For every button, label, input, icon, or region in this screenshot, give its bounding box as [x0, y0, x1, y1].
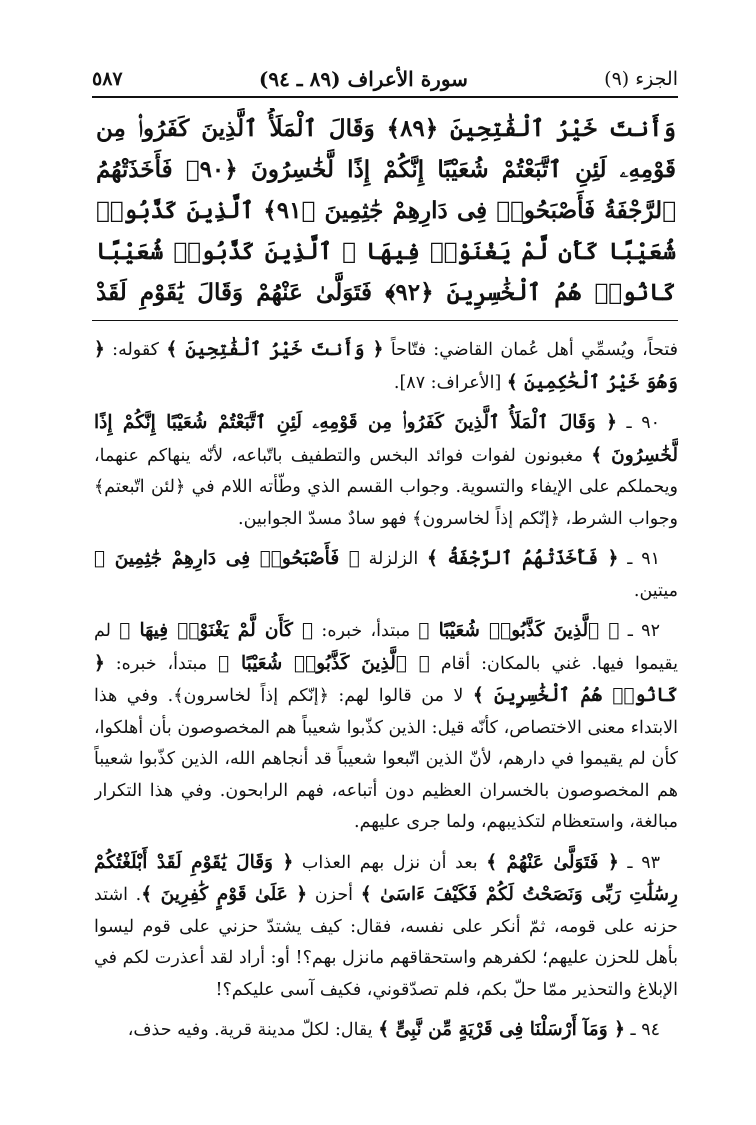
commentary-paragraph-90: ٩٠ ـ ﴿ وَقَالَ ٱلْمَلَأُ ٱلَّذِينَ كَفَرُوا۟ مِن قَوْمِهِۦ لَئِنِ ٱتَّبَعْتُمْ شُعَيْبًا إِنَّكُمْ إِذًا لَّخَٰسِرُونَ ﴾ مغبونون لفوات فوائد البخس والتطفيف باتّباعه، لأنّه ينهاكم عنهما، ويحملكم على الإيفاء والتسوية. وجواب القسم الذي وطّأته اللام في ﴿لئن اتّبعتم﴾ وجواب الشرط، ﴿إنّكم إذاً لخاسرون﴾ فهو سادٌ مسدّ الجوابين. — [94, 412, 678, 529]
header-rule — [92, 96, 678, 98]
verse-quote: ﴿ ٱلَّذِينَ كَذَّبُوا۟ شُعَيْبًا ﴾ — [218, 652, 430, 674]
verse-quote: ﴿ فَتَوَلَّىٰ عَنْهُمْ ﴾ — [486, 851, 619, 873]
part-label: الجزء (٩) — [604, 68, 678, 90]
tafsir-commentary — [94, 334, 678, 1104]
verse-quote: ﴿ فَأَخَذَتْهُمُ ٱلرَّجْفَةُ ﴾ — [427, 548, 619, 569]
verse-quote: ﴿ فَأَصْبَحُوا۟ فِى دَارِهِمْ جَٰثِمِينَ ﴾ — [94, 548, 360, 569]
verse-quote: ﴿ وَهُوَ خَيْرُ ٱلْحَٰكِمِينَ ﴾ — [94, 339, 678, 393]
verse-number: ٩٢ ـ — [619, 621, 660, 641]
verse-quote: ﴿ عَلَىٰ قَوْمٍ كَٰفِرِينَ ﴾ — [141, 884, 308, 905]
commentary-paragraph-intro: فتحاً، ويُسمِّي أهل عُمان القاضي: فتّاحاً ﴿ وَأَنتَ خَيْرُ ٱلْفَٰتِحِينَ ﴾ كقوله: ﴿ وَهُوَ خَيْرُ ٱلْحَٰكِمِينَ ﴾ [الأعراف: ٨٧]. — [94, 339, 678, 393]
verse-quote: ﴿ وَقَالَ ٱلْمَلَأُ ٱلَّذِينَ كَفَرُوا۟ مِن قَوْمِهِۦ لَئِنِ ٱتَّبَعْتُمْ شُعَيْبًا إِنَّكُمْ إِذًا لَّخَٰسِرُونَ ﴾ — [94, 412, 678, 466]
verse-number: ٩١ ـ — [618, 549, 660, 569]
commentary-paragraph-94: ٩٤ ـ ﴿ وَمَآ أَرْسَلْنَا فِى قَرْيَةٍ مِّن نَّبِىٍّ ﴾ يقال: لكلّ مدينة قرية. وفيه حذف، — [127, 1019, 660, 1040]
commentary-paragraph-91: ٩١ ـ ﴿ فَأَخَذَتْهُمُ ٱلرَّجْفَةُ ﴾ الزلزلة ﴿ فَأَصْبَحُوا۟ فِى دَارِهِمْ جَٰثِمِينَ ﴾ ميتين. — [94, 548, 678, 601]
verse-number: ٩٤ ـ — [624, 1020, 660, 1040]
commentary-paragraph-92: ٩٢ ـ ﴿ ٱلَّذِينَ كَذَّبُوا۟ شُعَيْبًا ﴾ مبتدأ، خبره: ﴿ كَأَن لَّمْ يَغْنَوْا۟ فِيهَا ﴾ لم يقيموا فيها. غني بالمكان: أقام ﴿ ٱلَّذِينَ كَذَّبُوا۟ شُعَيْبًا ﴾ مبتدأ، خبره: ﴿ كَانُوا۟ هُمُ ٱلْخَٰسِرِينَ ﴾ لا من قالوا لهم: ﴿إنّكم إذاً لخاسرون﴾. وفي هذا الابتداء معنى الاختصاص، كأنّه قيل: الذين كذّبوا شعيباً هم المخصوصون بأن أهلكوا، كأن لم يقيموا في دارهم، لأنّ الذين اتّبعوا شعيباً قد أنجاهم الله، الذين كذّبوا شعيباً هم المخصوصون بالخسران العظيم دون أتباعه، فهم الرابحون. وفي هذا التكرار مبالغة، واستعظام لتكذيبهم، ولما جرى عليهم. — [94, 620, 678, 832]
surah-title: سورة الأعراف (٨٩ ـ ٩٤) — [258, 67, 468, 91]
quran-verses-block: وَأَنتَ خَيْرُ ٱلْفَٰتِحِينَ ﴿٨٩﴾ وَقَالَ ٱلْمَلَأُ ٱلَّذِينَ كَفَرُوا۟ مِن قَوْمِهِۦ لَئِنِ ٱتَّبَعْتُمْ شُعَيْبًا إِنَّكُمْ إِذًا لَّخَٰسِرُونَ ﴿٩٠﴾ فَأَخَذَتْهُمُ ٱلرَّجْفَةُ فَأَصْبَحُوا۟ فِى دَارِهِمْ جَٰثِمِينَ ﴿٩١﴾ ٱلَّذِينَ كَذَّبُوا۟ شُعَيْبًا كَأَن لَّمْ يَغْنَوْا۟ فِيهَا ۚ ٱلَّذِينَ كَذَّبُوا۟ شُعَيْبًا كَانُوا۟ هُمُ ٱلْخَٰسِرِينَ ﴿٩٢﴾ فَتَوَلَّىٰ عَنْهُمْ وَقَالَ يَٰقَوْمِ لَقَدْ — [96, 115, 676, 306]
verse-quote: ﴿ كَانُوا۟ هُمُ ٱلْخَٰسِرِينَ ﴾ — [94, 652, 678, 706]
verse-quote: ﴿ كَأَن لَّمْ يَغْنَوْا۟ فِيهَا ﴾ — [119, 620, 314, 641]
verse-number: ٩٣ ـ — [618, 852, 660, 873]
page-number: ٥٨٧ — [92, 68, 123, 90]
verses-separator-rule — [92, 320, 678, 321]
page-header — [92, 62, 678, 96]
commentary-paragraph-93: ٩٣ ـ ﴿ فَتَوَلَّىٰ عَنْهُمْ ﴾ بعد أن نزل بهم العذاب ﴿ وَقَالَ يَٰقَوْمِ لَقَدْ أَبْلَغْتُكُمْ رِسَٰلَٰتِ رَبِّى وَنَصَحْتُ لَكُمْ فَكَيْفَ ءَاسَىٰ ﴾ أحزن ﴿ عَلَىٰ قَوْمٍ كَٰفِرِينَ ﴾. اشتد حزنه على قومه، ثمّ أنكر على نفسه، فقال: كيف يشتدّ حزني على قوم ليسوا بأهل للحزن عليهم؛ لكفرهم واستحقاقهم مانزل بهم؟! أو: أراد لقد أعذرت لكم في الإبلاغ والتحذير ممّا حلّ بكم، فلم تصدّقوني، فكيف آسى عليكم؟! — [94, 851, 678, 1000]
verse-number: ٩٠ ـ — [616, 413, 660, 433]
verse-quote: ﴿ وَمَآ أَرْسَلْنَا فِى قَرْيَةٍ مِّن نَّبِىٍّ ﴾ — [378, 1019, 625, 1040]
verse-quote: ﴿ ٱلَّذِينَ كَذَّبُوا۟ شُعَيْبًا ﴾ — [418, 620, 620, 641]
verse-quote: ﴿ وَقَالَ يَٰقَوْمِ لَقَدْ أَبْلَغْتُكُمْ رِسَٰلَٰتِ رَبِّى وَنَصَحْتُ لَكُمْ فَكَيْفَ ءَاسَىٰ ﴾ — [94, 851, 678, 905]
verse-quote: ﴿ وَأَنتَ خَيْرُ ٱلْفَٰتِحِينَ ﴾ — [166, 339, 384, 360]
